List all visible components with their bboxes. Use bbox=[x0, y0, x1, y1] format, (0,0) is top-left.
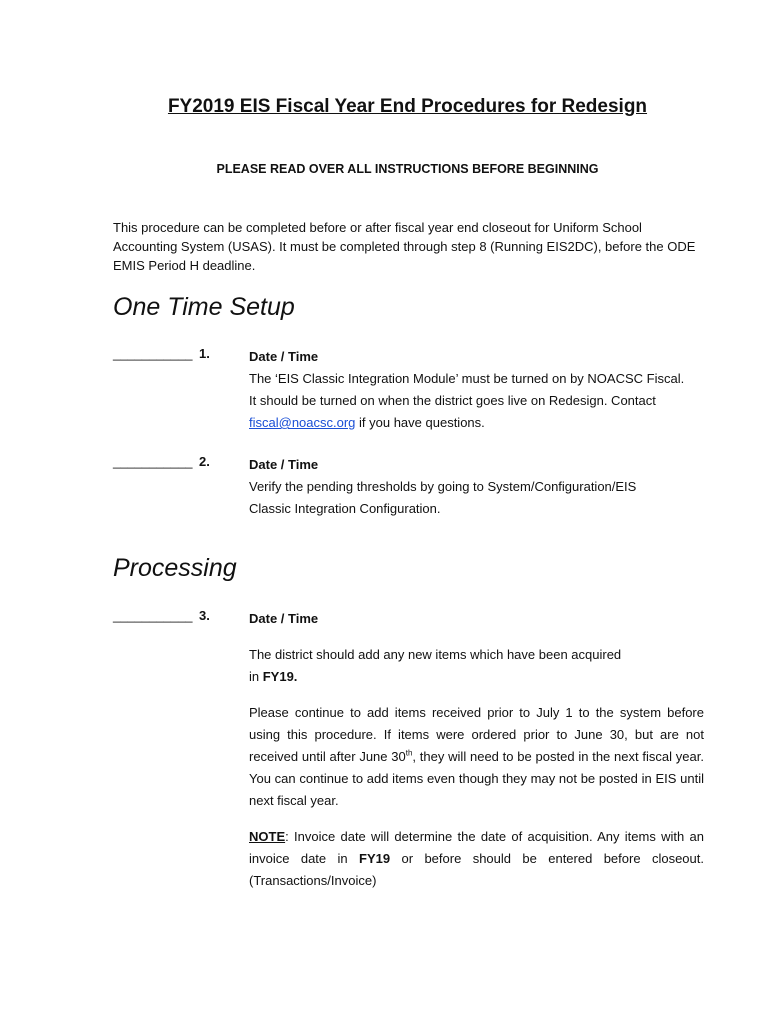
section-heading-processing: Processing bbox=[113, 554, 237, 582]
step-3-date-time-label: Date / Time bbox=[249, 611, 319, 626]
step-1-line-2: It should be turned on when the district goes live on Redesign. Contact bbox=[249, 393, 656, 408]
intro-paragraph: This procedure can be completed before or after fiscal year end closeout for Uniform School Accounting System (USAS). It must be completed through step 8 (Running EIS2DC), before the ODE EMIS Period H deadline. bbox=[113, 220, 696, 273]
step-1-body bbox=[249, 346, 704, 434]
step-3-paragraph-2: Please continue to add items received prior to July 1 to the system before using this procedure. If items were ordered prior to June 30, but are not received until after June 30th, they will need to be posted in the next fiscal year. You can continue to add items even though they may not be posted in EIS until next fiscal year. bbox=[249, 705, 704, 808]
step-2-line-2: Classic Integration Configuration. bbox=[249, 501, 441, 516]
fiscal-email-link[interactable]: fiscal@noacsc.org bbox=[249, 415, 356, 430]
instructions-notice: PLEASE READ OVER ALL INSTRUCTIONS BEFORE BEGINNING bbox=[216, 162, 599, 176]
step-2-date-time-label: Date / Time bbox=[249, 457, 319, 472]
note-label: NOTE bbox=[249, 829, 286, 844]
step-1-line-3-rest: if you have questions. bbox=[355, 415, 485, 430]
step-3-body bbox=[249, 608, 704, 892]
section-heading-one-time-setup: One Time Setup bbox=[113, 293, 295, 321]
step-2-number: 2. bbox=[199, 454, 210, 469]
step-1-checkoff-blank: ___________ bbox=[113, 346, 193, 361]
step-1-number: 1. bbox=[199, 346, 210, 361]
step-1-date-time-label: Date / Time bbox=[249, 349, 319, 364]
step-2-body bbox=[249, 454, 704, 520]
step-2-checkoff-blank: ___________ bbox=[113, 454, 193, 469]
step-3-note: NOTE: Invoice date will determine the date of acquisition. Any items with an invoice date in FY19 or before should be entered before closeout. (Transactions/Invoice) bbox=[249, 829, 704, 888]
step-1-line-3 bbox=[249, 412, 704, 434]
step-1-line-1: The ‘EIS Classic Integration Module’ must be turned on by NOACSC Fiscal. bbox=[249, 371, 685, 386]
step-2-line-1: Verify the pending thresholds by going to System/Configuration/EIS bbox=[249, 479, 637, 494]
step-3-paragraph-1: The district should add any new items which have been acquired in FY19. bbox=[249, 647, 622, 684]
step-3-checkoff-blank: ___________ bbox=[113, 608, 193, 623]
document-title: FY2019 EIS Fiscal Year End Procedures for Redesign bbox=[167, 96, 648, 117]
step-3-number: 3. bbox=[199, 608, 210, 623]
